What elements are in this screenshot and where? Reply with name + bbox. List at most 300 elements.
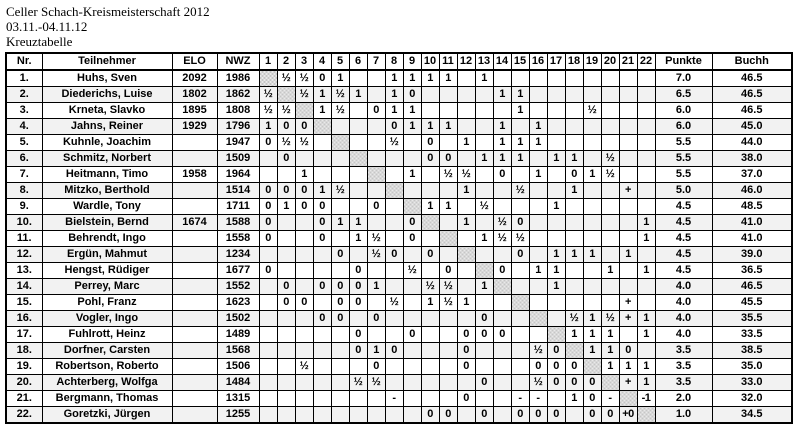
nwz-cell: 1862 [217, 87, 259, 103]
table-row [6, 167, 792, 183]
col-header-punkte: Punkte [655, 53, 712, 70]
result-cell [313, 327, 331, 343]
col-header-round-15: 15 [511, 53, 529, 70]
result-cell [349, 199, 367, 215]
result-cell: 1 [637, 263, 655, 279]
result-cell: 0 [457, 359, 475, 375]
table-row [6, 199, 792, 215]
result-cell [331, 359, 349, 375]
result-cell [259, 327, 277, 343]
result-cell [313, 391, 331, 407]
nr-cell: 2. [6, 87, 42, 103]
buchh-cell: 35.5 [712, 311, 792, 327]
result-cell [529, 103, 547, 119]
result-cell [601, 135, 619, 151]
player-name-cell: Krneta, Slavko [42, 103, 172, 119]
result-cell: ½ [277, 103, 295, 119]
result-cell [313, 263, 331, 279]
result-cell [619, 119, 637, 135]
result-cell [601, 247, 619, 263]
result-cell [511, 199, 529, 215]
elo-cell [172, 279, 217, 295]
result-cell [439, 87, 457, 103]
result-cell: 1 [385, 103, 403, 119]
nwz-cell: 1947 [217, 135, 259, 151]
col-header-round-2: 2 [277, 53, 295, 70]
col-header-round-14: 14 [493, 53, 511, 70]
result-cell [421, 343, 439, 359]
col-header-round-1: 1 [259, 53, 277, 70]
result-cell: 1 [493, 87, 511, 103]
result-cell: 1 [529, 135, 547, 151]
result-cell [583, 295, 601, 311]
result-cell: 1 [601, 263, 619, 279]
punkte-cell: 3.5 [655, 359, 712, 375]
result-cell: 0 [313, 311, 331, 327]
nr-cell: 12. [6, 247, 42, 263]
result-cell: 0 [439, 263, 457, 279]
result-cell: 0 [385, 119, 403, 135]
result-cell [493, 407, 511, 424]
diagonal-cell [421, 215, 439, 231]
result-cell [583, 263, 601, 279]
result-cell: 1 [349, 215, 367, 231]
result-cell: ½ [367, 375, 385, 391]
result-cell [637, 279, 655, 295]
elo-cell [172, 327, 217, 343]
result-cell: ½ [295, 87, 313, 103]
result-cell: 0 [277, 295, 295, 311]
nr-cell: 15. [6, 295, 42, 311]
col-header-round-17: 17 [547, 53, 565, 70]
player-name-cell: Jahns, Reiner [42, 119, 172, 135]
col-header-round-21: 21 [619, 53, 637, 70]
result-cell: ½ [511, 231, 529, 247]
result-cell [439, 135, 457, 151]
result-cell: 0 [259, 263, 277, 279]
result-cell [457, 375, 475, 391]
result-cell [565, 215, 583, 231]
nwz-cell: 1315 [217, 391, 259, 407]
diagonal-cell [277, 87, 295, 103]
result-cell [601, 279, 619, 295]
nwz-cell: 1711 [217, 199, 259, 215]
result-cell [457, 311, 475, 327]
result-cell [439, 327, 457, 343]
player-name-cell: Bergmann, Thomas [42, 391, 172, 407]
result-cell [259, 407, 277, 424]
player-name-cell: Bielstein, Bernd [42, 215, 172, 231]
result-cell [493, 295, 511, 311]
result-cell [295, 263, 313, 279]
punkte-cell: 7.0 [655, 70, 712, 87]
result-cell [511, 119, 529, 135]
result-cell [511, 327, 529, 343]
result-cell: 1 [511, 87, 529, 103]
elo-cell: 1802 [172, 87, 217, 103]
elo-cell [172, 359, 217, 375]
diagonal-cell [439, 231, 457, 247]
result-cell: 1 [583, 167, 601, 183]
player-name-cell: Dorfner, Carsten [42, 343, 172, 359]
result-cell: 0 [259, 183, 277, 199]
buchh-cell: 34.5 [712, 407, 792, 424]
result-cell [349, 135, 367, 151]
punkte-cell: 4.5 [655, 215, 712, 231]
result-cell [601, 199, 619, 215]
elo-cell [172, 151, 217, 167]
result-cell [331, 199, 349, 215]
nwz-cell: 1558 [217, 231, 259, 247]
result-cell [457, 279, 475, 295]
result-cell: 0 [583, 407, 601, 424]
result-cell: 1 [601, 343, 619, 359]
table-row [6, 375, 792, 391]
result-cell [403, 151, 421, 167]
result-cell [277, 215, 295, 231]
result-cell [439, 215, 457, 231]
result-cell [421, 87, 439, 103]
result-cell [457, 199, 475, 215]
result-cell [385, 407, 403, 424]
result-cell [439, 343, 457, 359]
result-cell: 1 [421, 295, 439, 311]
result-cell: 1 [457, 183, 475, 199]
result-cell [637, 343, 655, 359]
result-cell [331, 391, 349, 407]
result-cell: 0 [349, 279, 367, 295]
result-cell [349, 70, 367, 87]
result-cell [277, 359, 295, 375]
result-cell [349, 183, 367, 199]
result-cell [313, 151, 331, 167]
result-cell: 0 [295, 295, 313, 311]
result-cell [493, 343, 511, 359]
table-row [6, 183, 792, 199]
result-cell [475, 343, 493, 359]
diagonal-cell [259, 70, 277, 87]
result-cell: 0 [511, 247, 529, 263]
elo-cell: 1674 [172, 215, 217, 231]
result-cell [259, 375, 277, 391]
result-cell [367, 391, 385, 407]
result-cell: 0 [439, 151, 457, 167]
result-cell: 1 [385, 70, 403, 87]
result-cell [619, 87, 637, 103]
result-cell: 1 [475, 279, 493, 295]
result-cell [619, 103, 637, 119]
diagonal-cell [601, 375, 619, 391]
result-cell [349, 247, 367, 263]
diagonal-cell [637, 407, 655, 424]
elo-cell [172, 263, 217, 279]
result-cell [313, 247, 331, 263]
result-cell [493, 183, 511, 199]
result-cell: 0 [313, 279, 331, 295]
result-cell: 1 [313, 183, 331, 199]
result-cell [367, 119, 385, 135]
result-cell: 1 [601, 327, 619, 343]
result-cell [619, 215, 637, 231]
result-cell: 0 [547, 407, 565, 424]
player-name-cell: Diederichs, Luise [42, 87, 172, 103]
buchh-cell: 36.5 [712, 263, 792, 279]
table-row [6, 215, 792, 231]
result-cell: + [619, 311, 637, 327]
result-cell [547, 183, 565, 199]
result-cell: 0 [313, 70, 331, 87]
nr-cell: 18. [6, 343, 42, 359]
result-cell [367, 263, 385, 279]
result-cell: 1 [583, 327, 601, 343]
result-cell: 1 [547, 247, 565, 263]
result-cell [367, 87, 385, 103]
result-cell: 1 [367, 279, 385, 295]
result-cell: 1 [277, 199, 295, 215]
result-cell: 1 [475, 151, 493, 167]
result-cell [331, 375, 349, 391]
result-cell: 1 [511, 135, 529, 151]
col-header-round-6: 6 [349, 53, 367, 70]
diagonal-cell [313, 119, 331, 135]
nr-cell: 3. [6, 103, 42, 119]
result-cell [277, 167, 295, 183]
result-cell [601, 295, 619, 311]
buchh-cell: 38.0 [712, 151, 792, 167]
result-cell: ½ [475, 199, 493, 215]
result-cell [385, 375, 403, 391]
result-cell [349, 391, 367, 407]
col-header-round-11: 11 [439, 53, 457, 70]
buchh-cell: 41.0 [712, 215, 792, 231]
buchh-cell: 33.5 [712, 327, 792, 343]
result-cell: 1 [421, 119, 439, 135]
result-cell: 1 [349, 87, 367, 103]
result-cell: ½ [421, 279, 439, 295]
diagonal-cell [511, 295, 529, 311]
nwz-cell: 1506 [217, 359, 259, 375]
result-cell [583, 70, 601, 87]
result-cell: 0 [439, 407, 457, 424]
punkte-cell: 4.5 [655, 263, 712, 279]
result-cell [367, 295, 385, 311]
page-title: Celler Schach-Kreismeisterschaft 2012 [6, 4, 210, 19]
buchh-cell: 33.0 [712, 375, 792, 391]
result-cell [619, 151, 637, 167]
result-cell: 0 [295, 199, 313, 215]
result-cell: 1 [295, 167, 313, 183]
result-cell [529, 215, 547, 231]
result-cell: -1 [637, 391, 655, 407]
result-cell [529, 199, 547, 215]
result-cell [457, 103, 475, 119]
result-cell: 1 [493, 151, 511, 167]
result-cell [331, 343, 349, 359]
result-cell: 1 [565, 151, 583, 167]
result-cell [493, 375, 511, 391]
result-cell [457, 151, 475, 167]
result-cell: 0 [295, 183, 313, 199]
result-cell [259, 311, 277, 327]
result-cell: ½ [601, 311, 619, 327]
result-cell: 0 [367, 199, 385, 215]
result-cell: 1 [421, 199, 439, 215]
result-cell [475, 359, 493, 375]
table-row [6, 119, 792, 135]
result-cell: 0 [547, 343, 565, 359]
result-cell [529, 247, 547, 263]
result-cell [511, 311, 529, 327]
result-cell: ½ [277, 135, 295, 151]
result-cell: 1 [637, 215, 655, 231]
crosstable [5, 52, 793, 424]
result-cell: 0 [349, 327, 367, 343]
result-cell [619, 263, 637, 279]
result-cell [259, 247, 277, 263]
result-cell [259, 151, 277, 167]
result-cell [259, 359, 277, 375]
result-cell [493, 391, 511, 407]
result-cell: - [511, 391, 529, 407]
result-cell: 0 [457, 327, 475, 343]
result-cell [601, 183, 619, 199]
result-cell: 0 [529, 407, 547, 424]
player-name-cell: Achterberg, Wolfga [42, 375, 172, 391]
result-cell [547, 135, 565, 151]
player-name-cell: Goretzki, Jürgen [42, 407, 172, 424]
result-cell: 1 [331, 70, 349, 87]
elo-cell [172, 183, 217, 199]
result-cell [637, 119, 655, 135]
result-cell: ½ [331, 103, 349, 119]
punkte-cell: 6.5 [655, 87, 712, 103]
result-cell: 1 [331, 215, 349, 231]
diagonal-cell [493, 279, 511, 295]
result-cell: 0 [403, 215, 421, 231]
result-cell: 0 [331, 279, 349, 295]
result-cell: ½ [295, 70, 313, 87]
result-cell: 1 [493, 119, 511, 135]
result-cell [511, 343, 529, 359]
player-name-cell: Behrendt, Ingo [42, 231, 172, 247]
title-block [0, 0, 801, 49]
result-cell [385, 279, 403, 295]
punkte-cell: 5.5 [655, 151, 712, 167]
result-cell: 1 [547, 263, 565, 279]
result-cell [547, 103, 565, 119]
result-cell [259, 391, 277, 407]
result-cell: 0 [295, 119, 313, 135]
result-cell [295, 247, 313, 263]
result-cell [475, 183, 493, 199]
result-cell [403, 311, 421, 327]
buchh-cell: 44.0 [712, 135, 792, 151]
elo-cell [172, 135, 217, 151]
result-cell: 0 [259, 199, 277, 215]
result-cell [295, 311, 313, 327]
result-cell: ½ [439, 295, 457, 311]
result-cell [331, 263, 349, 279]
diagonal-cell [385, 183, 403, 199]
result-cell: 0 [259, 215, 277, 231]
result-cell [421, 391, 439, 407]
result-cell: 1 [259, 119, 277, 135]
result-cell [313, 343, 331, 359]
col-header-nwz: NWZ [217, 53, 259, 70]
buchh-cell: 38.5 [712, 343, 792, 359]
result-cell [475, 295, 493, 311]
result-cell [331, 167, 349, 183]
nr-cell: 11. [6, 231, 42, 247]
col-header-round-5: 5 [331, 53, 349, 70]
result-cell [421, 183, 439, 199]
result-cell: ½ [295, 135, 313, 151]
punkte-cell: 4.5 [655, 247, 712, 263]
result-cell [313, 359, 331, 375]
result-cell: ½ [295, 359, 313, 375]
elo-cell [172, 343, 217, 359]
result-cell: 0 [547, 375, 565, 391]
player-name-cell: Perrey, Marc [42, 279, 172, 295]
result-cell: 1 [349, 231, 367, 247]
result-cell: 0 [385, 343, 403, 359]
result-cell [529, 183, 547, 199]
result-cell [385, 359, 403, 375]
result-cell: 0 [349, 295, 367, 311]
buchh-cell: 37.0 [712, 167, 792, 183]
table-row [6, 135, 792, 151]
buchh-cell: 48.5 [712, 199, 792, 215]
result-cell: 1 [529, 167, 547, 183]
result-cell [529, 231, 547, 247]
result-cell [547, 231, 565, 247]
result-cell: 1 [511, 151, 529, 167]
result-cell: 0 [457, 391, 475, 407]
header-row [6, 53, 792, 70]
result-cell: 1 [637, 375, 655, 391]
result-cell [529, 70, 547, 87]
event-date: 03.11.-04.11.12 [6, 19, 88, 34]
col-header-round-12: 12 [457, 53, 475, 70]
result-cell: 0 [331, 247, 349, 263]
elo-cell: 1929 [172, 119, 217, 135]
diagonal-cell [529, 311, 547, 327]
result-cell: + [619, 183, 637, 199]
result-cell [565, 87, 583, 103]
result-cell: 0 [403, 231, 421, 247]
result-cell: 0 [259, 135, 277, 151]
result-cell [601, 103, 619, 119]
elo-cell [172, 375, 217, 391]
result-cell [565, 279, 583, 295]
result-cell: 0 [367, 103, 385, 119]
player-name-cell: Wardle, Tony [42, 199, 172, 215]
punkte-cell: 5.5 [655, 135, 712, 151]
result-cell [421, 103, 439, 119]
punkte-cell: 6.0 [655, 103, 712, 119]
result-cell [583, 183, 601, 199]
punkte-cell: 6.0 [655, 119, 712, 135]
result-cell [511, 70, 529, 87]
nr-cell: 9. [6, 199, 42, 215]
result-cell [313, 167, 331, 183]
result-cell: ½ [457, 167, 475, 183]
punkte-cell: 3.5 [655, 375, 712, 391]
result-cell: 1 [529, 263, 547, 279]
result-cell: ½ [331, 87, 349, 103]
result-cell [529, 295, 547, 311]
result-cell: 1 [565, 391, 583, 407]
